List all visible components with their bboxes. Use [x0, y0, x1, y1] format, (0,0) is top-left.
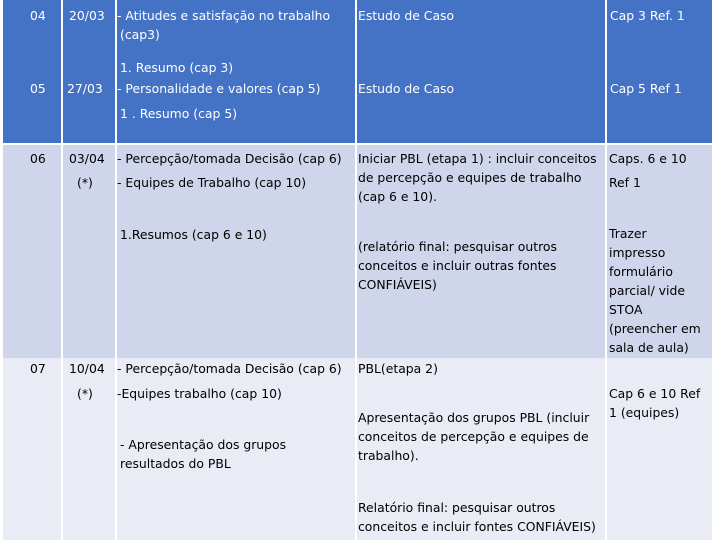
row-activity-final: conceitos e incluir fontes CONFIÁVEIS) [358, 519, 596, 534]
row-topic: - Percepção/tomada Decisão (cap 6) [117, 151, 342, 166]
row-date: 20/03 [69, 8, 105, 23]
row-activity-extra: conceitos e incluir outras fontes [358, 258, 557, 273]
row-number: 05 [30, 81, 46, 96]
row-activity: (cap 6 e 10). [358, 189, 437, 204]
row-reference-extra: (preencher em [609, 321, 701, 336]
row-topic: - Percepção/tomada Decisão (cap 6) [117, 361, 342, 376]
row-number: 06 [30, 151, 46, 166]
row-activity-extra: conceitos de percepção e equipes de [358, 429, 589, 444]
table-row-07 [3, 358, 712, 540]
row-activity-extra: (relatório final: pesquisar outros [358, 239, 557, 254]
row-reference-extra: sala de aula) [609, 340, 689, 355]
row-reference: Cap 3 Ref. 1 [610, 8, 685, 23]
row-number: 07 [30, 361, 46, 376]
row-topic: - Personalidade e valores (cap 5) [117, 81, 321, 96]
row-activity-extra: Apresentação dos grupos PBL (incluir [358, 410, 590, 425]
row-topic-extra: - Apresentação dos grupos [120, 437, 287, 452]
row-activity: de percepção e equipes de trabalho [358, 170, 582, 185]
row-activity: Estudo de Caso [358, 8, 455, 23]
table-row-05 [3, 77, 712, 143]
row-topic-extra: 1.Resumos (cap 6 e 10) [120, 227, 267, 242]
row-date: 03/04 [69, 151, 105, 166]
row-reference-extra: Trazer [609, 226, 647, 241]
row-activity-extra: CONFIÁVEIS) [358, 277, 437, 292]
table-row-04 [3, 0, 712, 77]
row-topic-extra: 1 . Resumo (cap 5) [120, 106, 238, 121]
row-reference: Caps. 6 e 10 [609, 151, 687, 166]
row-activity-final: Relatório final: pesquisar outros [358, 500, 556, 515]
row-date-note: (*) [77, 386, 93, 401]
row-reference-extra: impresso [609, 245, 666, 260]
row-activity-extra: trabalho). [358, 448, 419, 463]
row-reference: Cap 6 e 10 Ref [609, 386, 701, 401]
row-activity: PBL(etapa 2) [358, 361, 438, 376]
row-topic: - Equipes de Trabalho (cap 10) [117, 175, 307, 190]
table-row-06 [3, 145, 712, 358]
row-activity: Iniciar PBL (etapa 1) : incluir conceitos [358, 151, 597, 166]
row-reference: 1 (equipes) [609, 405, 680, 420]
row-date: 27/03 [67, 81, 103, 96]
row-topic-extra: 1. Resumo (cap 3) [120, 60, 234, 75]
row-reference: Cap 5 Ref 1 [610, 81, 682, 96]
row-reference: Ref 1 [609, 175, 641, 190]
row-topic: - Atitudes e satisfação no trabalho [117, 8, 331, 23]
row-topic-cont: (cap3) [120, 27, 160, 42]
row-topic-extra: resultados do PBL [120, 456, 231, 471]
row-number: 04 [30, 8, 46, 23]
row-reference-extra: parcial/ vide [609, 283, 685, 298]
row-reference-extra: formulário [609, 264, 673, 279]
row-reference-extra: STOA [609, 302, 643, 317]
row-topic: -Equipes trabalho (cap 10) [117, 386, 282, 401]
row-date-note: (*) [77, 175, 93, 190]
row-activity: Estudo de Caso [358, 81, 455, 96]
row-date: 10/04 [69, 361, 105, 376]
